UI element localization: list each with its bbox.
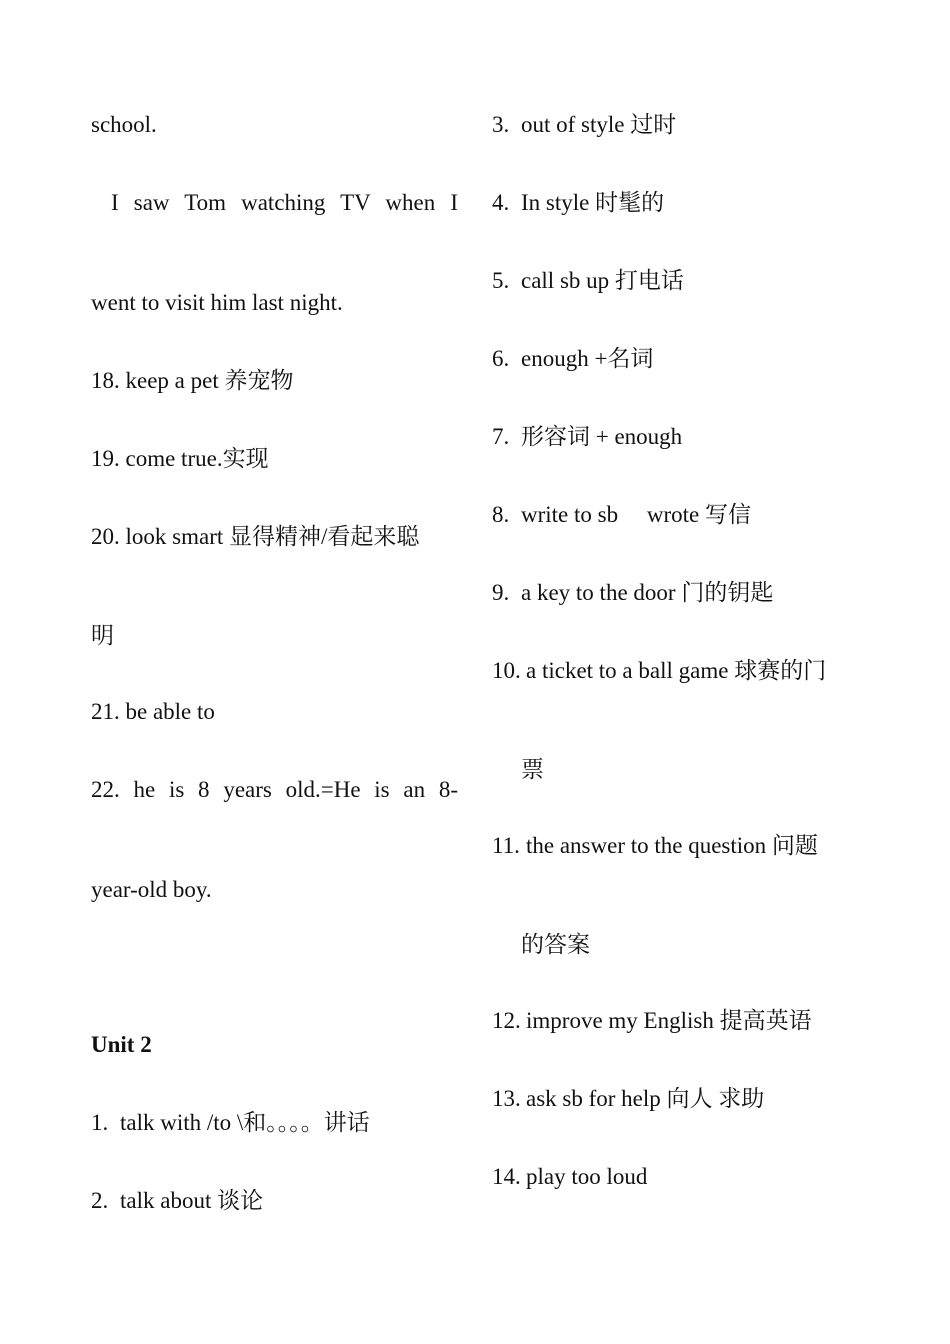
item-text: write to sb wrote 写信 [521,502,751,527]
item-text: talk with /to \和。。。。讲话 [120,1110,370,1135]
item-text: play too loud [526,1164,648,1189]
item-number: 12. [492,1008,521,1033]
text-line: went to visit him last night. [91,290,343,315]
list-item [91,1109,370,1137]
item-text: improve my English 提高英语 [526,1008,812,1033]
list-item [492,423,682,451]
item-number: 4. [492,190,510,215]
item-text: a key to the door 门的钥匙 [521,580,774,605]
item-number: 7. [492,424,510,449]
item-text: ask sb for help 向人 求助 [526,1086,765,1111]
list-item-continuation: 的答案 [521,932,590,957]
list-item [91,1187,263,1215]
item-number: 13. [492,1086,521,1111]
item-text: call sb up 打电话 [521,268,684,293]
text-line: I saw Tom watching TV when I [111,190,458,215]
list-item-continuation: 明 [91,623,114,648]
list-item: 22. he is 8 years old.=He is an 8- [91,777,458,802]
item-number: 2. [91,1188,109,1213]
list-item [492,111,676,139]
list-item: 21. be able to [91,699,215,724]
list-item-continuation: year-old boy. [91,877,212,902]
list-item [492,267,684,295]
item-number: 1. [91,1110,109,1135]
item-text: a ticket to a ball game 球赛的门 [526,658,827,683]
item-text: In style 时髦的 [521,190,665,215]
item-text: enough +名词 [521,346,654,371]
list-item: 20. look smart 显得精神/看起来聪 [91,524,420,549]
text-line: school. [91,112,157,137]
list-item: 19. come true.实现 [91,446,269,471]
list-item [492,1163,647,1191]
item-number: 3. [492,112,510,137]
list-item [492,501,751,529]
item-number: 6. [492,346,510,371]
list-item [492,1085,764,1113]
list-item: 18. keep a pet 养宠物 [91,368,294,393]
item-number: 9. [492,580,510,605]
list-item [492,345,653,373]
item-number: 11. [492,833,520,858]
item-number: 8. [492,502,510,527]
item-text: 形容词 + enough [521,424,683,449]
list-item [492,189,664,217]
list-item [492,832,818,860]
item-text: the answer to the question 问题 [526,833,818,858]
item-number: 5. [492,268,510,293]
list-item [492,1007,812,1035]
list-item [492,579,773,607]
item-number: 14. [492,1164,521,1189]
section-heading: Unit 2 [91,1032,152,1057]
list-item-continuation: 票 [521,757,544,782]
item-text: talk about 谈论 [120,1188,264,1213]
list-item [492,657,826,685]
item-text: out of style 过时 [521,112,677,137]
item-number: 10. [492,658,521,683]
